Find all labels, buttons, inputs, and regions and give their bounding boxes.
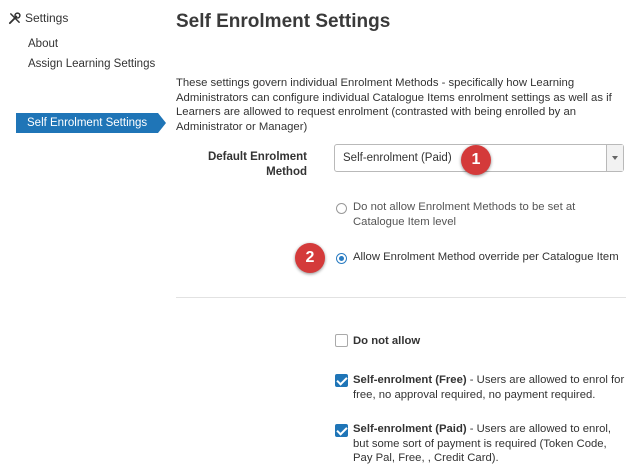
checkbox-do-not-allow-title: Do not allow xyxy=(353,335,421,347)
radio-disallow-catalogue-level-label: Do not allow Enrolment Methods to be set at Catalogue Item level xyxy=(353,201,576,228)
settings-heading-label: Settings xyxy=(25,11,69,25)
page-title: Self Enrolment Settings xyxy=(176,11,391,32)
checkbox-self-enrolment-paid-desc: - Users are allowed to enrol, but some sort of payment is required (Token Code, Pay Pal, Free, , Credit Card). xyxy=(353,423,612,464)
checkbox-self-enrolment-free-title: Self-enrolment (Free) xyxy=(353,374,467,386)
callout-badge-1: 1 xyxy=(461,145,491,175)
checkbox-do-not-allow[interactable] xyxy=(335,334,348,347)
callout-badge-2: 2 xyxy=(295,243,325,273)
chevron-down-icon[interactable] xyxy=(606,145,623,171)
sidebar-item-assign-learning-settings[interactable]: Assign Learning Settings xyxy=(28,58,156,70)
settings-heading xyxy=(8,11,68,25)
radio-disallow-catalogue-level[interactable] xyxy=(336,203,347,214)
radio-allow-override-label: Allow Enrolment Method override per Catalogue Item xyxy=(353,251,619,263)
sidebar-item-self-enrolment-settings[interactable]: Self Enrolment Settings xyxy=(16,113,158,133)
sidebar-item-about[interactable]: About xyxy=(28,38,59,50)
page-description: These settings govern individual Enrolment Methods - specifically how Learning Administrators can configure individual Catalogue Items enrolment settings as well as if Learners are allowed to request enrolment (contrasted with being enrolled by an Administrator or Manager) xyxy=(176,77,612,133)
default-enrolment-method-value: Self-enrolment (Paid) xyxy=(343,152,452,164)
checkbox-self-enrolment-free-desc: - Users are allowed to enrol for free, no approval required, no payment required. xyxy=(353,374,625,401)
checkbox-self-enrolment-free[interactable] xyxy=(335,374,348,387)
tools-icon xyxy=(8,12,21,25)
section-divider xyxy=(176,297,626,298)
checkbox-self-enrolment-paid-label xyxy=(353,422,628,466)
checkbox-self-enrolment-paid[interactable] xyxy=(335,424,348,437)
checkbox-do-not-allow-label xyxy=(353,334,633,349)
settings-sidebar xyxy=(0,0,165,472)
checkbox-self-enrolment-free-label xyxy=(353,373,628,402)
default-enrolment-method-label: Default Enrolment Method xyxy=(207,151,307,178)
radio-allow-override[interactable] xyxy=(336,253,347,264)
checkbox-self-enrolment-paid-title: Self-enrolment (Paid) xyxy=(353,423,467,435)
